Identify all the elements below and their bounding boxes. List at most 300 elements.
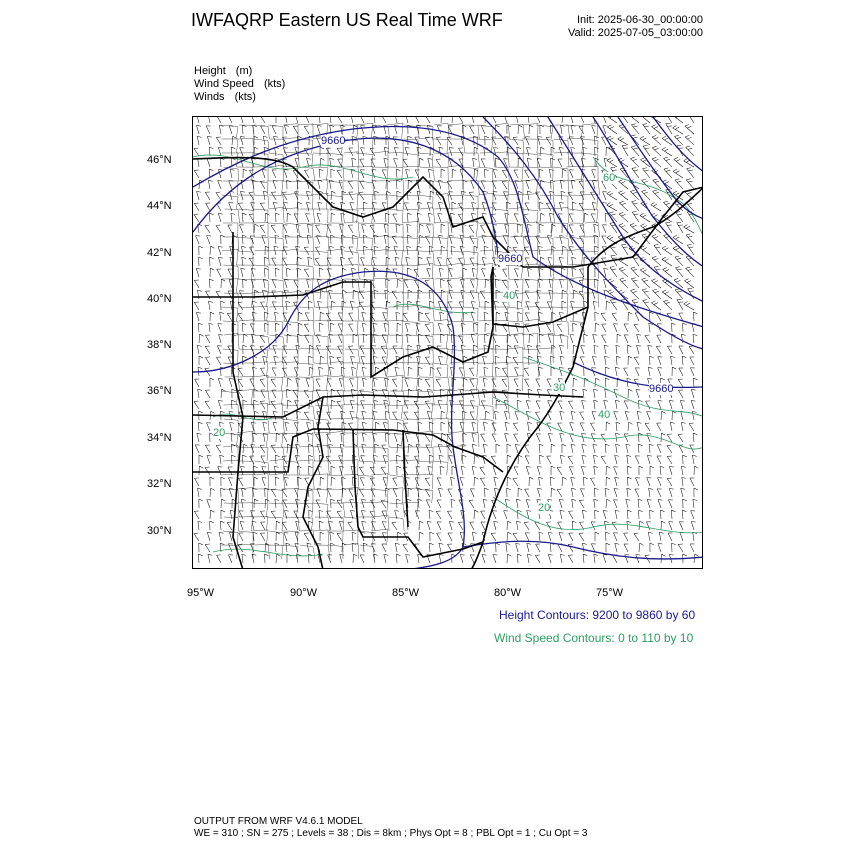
wind-barb	[593, 388, 598, 398]
wind-barb	[672, 367, 676, 376]
wind-barb	[516, 542, 522, 552]
wind-barb	[547, 454, 555, 464]
wind-barb	[452, 117, 457, 123]
wind-barb	[275, 455, 280, 464]
wind-barb	[605, 355, 610, 365]
county-line	[417, 489, 433, 503]
wind-barb	[337, 355, 345, 365]
wind-barb	[573, 290, 578, 299]
wind-barb	[593, 454, 599, 464]
wind-barb	[351, 168, 357, 178]
wind-barb	[678, 377, 686, 387]
county-line	[343, 517, 358, 531]
wind-barb	[218, 465, 225, 475]
wind-barb	[287, 213, 291, 222]
wind-barb	[276, 117, 280, 123]
wind-barb	[572, 521, 577, 530]
wind-barb	[419, 521, 423, 530]
wind-barb	[374, 136, 379, 145]
county-line	[522, 250, 538, 265]
wind-barb	[525, 289, 533, 299]
init-time: Init: 2025-06-30_00:00:00	[576, 14, 703, 26]
wind-barb	[568, 399, 576, 409]
county-line	[418, 447, 433, 461]
wind-barb	[688, 287, 698, 299]
wind-barb	[205, 542, 213, 552]
wind-barb	[194, 531, 202, 541]
wind-barb	[471, 117, 477, 123]
wind-barb	[208, 179, 214, 189]
wind-barb	[496, 367, 500, 376]
wind-barb	[484, 312, 489, 321]
county-line	[522, 333, 538, 349]
wind-barb	[243, 400, 247, 409]
wind-barb	[571, 487, 577, 497]
county-line	[479, 307, 494, 321]
wind-barb	[528, 267, 533, 277]
county-line	[509, 139, 524, 153]
wind-barb	[592, 355, 598, 365]
wind-barb	[691, 388, 697, 398]
county-line	[477, 237, 493, 251]
wind-barb	[320, 158, 325, 167]
county-line	[239, 363, 254, 377]
county-line	[522, 292, 538, 307]
wind-barb	[240, 146, 247, 156]
wind-barb	[451, 476, 456, 486]
wind-barb	[693, 433, 698, 442]
county-line	[313, 209, 328, 223]
wind-barb	[539, 169, 544, 178]
wind-barb	[254, 499, 258, 508]
county-line	[553, 321, 568, 335]
county-line	[480, 153, 495, 167]
wind-barb	[569, 223, 577, 233]
lat-tick-34: 34°N	[147, 432, 172, 444]
county-line	[416, 403, 433, 419]
wind-barb	[370, 465, 378, 475]
wind-barb	[205, 399, 213, 409]
wind-barb	[690, 542, 698, 552]
wind-barb	[662, 146, 674, 156]
wind-barb	[425, 377, 433, 387]
wind-barb	[295, 454, 301, 464]
wind-barb	[305, 333, 313, 343]
wind-barb	[513, 355, 521, 365]
wind-barb	[570, 333, 577, 343]
county-line	[447, 321, 463, 335]
county-line	[237, 488, 253, 503]
wind-barb	[607, 190, 619, 200]
wind-barb	[230, 421, 236, 431]
wind-barb	[363, 136, 368, 145]
county-line	[374, 390, 389, 405]
coastline	[588, 187, 703, 267]
wind-barb	[615, 366, 621, 376]
wind-barb	[375, 191, 379, 200]
wind-barb	[362, 410, 368, 420]
wind-barb	[273, 421, 280, 431]
wind-barb	[238, 366, 246, 376]
county-line	[359, 461, 374, 475]
wind-barb	[298, 312, 303, 321]
wind-barb	[210, 378, 214, 387]
county-line	[343, 391, 358, 405]
county-line	[328, 335, 343, 349]
wind-barb	[406, 256, 412, 266]
wind-barb	[210, 246, 214, 255]
county-line	[270, 362, 285, 377]
county-line	[344, 335, 359, 349]
county-line	[449, 377, 464, 391]
wind-barb	[662, 256, 674, 266]
county-line	[522, 139, 538, 153]
county-line	[267, 517, 283, 531]
wind-barb	[526, 300, 533, 310]
county-line	[553, 195, 568, 209]
wind-barb	[679, 520, 686, 530]
wind-barb	[207, 454, 214, 464]
wind-barb	[483, 355, 489, 365]
wind-barb	[349, 245, 357, 255]
wind-barb	[440, 312, 445, 321]
wind-barb	[492, 117, 500, 123]
wind-barb	[408, 125, 412, 134]
wind-barb	[199, 257, 203, 266]
wind-barb	[262, 476, 269, 486]
wind-barb	[284, 168, 291, 178]
county-line	[314, 363, 329, 377]
wind-barb	[405, 146, 412, 156]
wind-barb	[667, 454, 675, 464]
wind-barb	[526, 498, 533, 508]
wind-barb	[616, 443, 621, 453]
wind-barb	[560, 432, 566, 442]
wind-barb	[687, 117, 697, 123]
wind-barb	[352, 267, 357, 277]
wind-barb	[480, 476, 488, 486]
county-line	[521, 179, 538, 195]
wind-barb	[361, 498, 367, 508]
wind-barb	[425, 333, 433, 343]
wind-barb	[318, 300, 324, 310]
wind-barb	[218, 377, 225, 387]
wind-barb	[273, 135, 279, 145]
lat-tick-40: 40°N	[147, 293, 172, 305]
county-line	[252, 375, 268, 391]
wind-barb	[353, 125, 357, 134]
wind-barb	[275, 499, 280, 508]
wind-barb	[495, 279, 500, 288]
wind-barb	[481, 157, 489, 167]
wind-barb	[242, 323, 247, 332]
county-line	[344, 543, 359, 559]
wind-barb	[557, 322, 565, 332]
wind-barb	[492, 333, 499, 343]
wind-barb	[286, 389, 291, 398]
wind-barb	[516, 520, 521, 530]
wind-barb	[559, 344, 565, 354]
wind-barb	[580, 487, 587, 497]
wind-barb	[460, 245, 467, 255]
wind-barb	[548, 333, 555, 343]
wind-barb	[571, 443, 577, 453]
wind-barb	[254, 290, 259, 299]
wind-barb	[484, 334, 489, 343]
wind-barb	[229, 487, 236, 497]
wind-barb	[670, 421, 676, 431]
county-line	[524, 307, 539, 321]
wind-barb	[548, 553, 555, 563]
wind-barb	[672, 411, 676, 420]
wind-barb	[686, 232, 697, 244]
wind-barb	[580, 117, 588, 123]
wind-barb	[635, 454, 642, 464]
county-line	[225, 209, 240, 223]
wind-barb	[318, 179, 324, 189]
county-line	[251, 503, 268, 517]
wind-barb	[694, 554, 699, 563]
wind-barb	[210, 268, 214, 277]
county-line	[540, 208, 555, 223]
wind-barb	[664, 299, 675, 310]
wind-barb	[439, 267, 445, 277]
wind-barb	[684, 300, 696, 310]
wind-barb	[285, 117, 291, 123]
wind-barb	[507, 444, 511, 453]
wind-barb	[506, 356, 511, 365]
wind-barb	[666, 117, 676, 123]
wind-barb	[242, 125, 247, 134]
wind-barb	[199, 543, 203, 552]
wind-barb	[308, 444, 312, 453]
wind-barb	[419, 224, 423, 233]
wind-barb	[297, 554, 302, 563]
wind-barb	[429, 543, 434, 552]
county-line	[388, 237, 403, 251]
wind-barb	[294, 366, 301, 376]
wind-barb	[331, 466, 335, 475]
wind-barb	[218, 212, 225, 222]
wind-barb	[348, 223, 356, 233]
wind-barb	[242, 455, 247, 464]
speed-label: 40	[598, 409, 611, 421]
wind-barb	[362, 322, 368, 332]
wind-barb	[606, 477, 610, 486]
wind-barb	[496, 290, 500, 299]
wind-barb	[517, 224, 522, 233]
wind-barb	[648, 366, 654, 376]
wind-barb	[616, 422, 621, 431]
wind-barb	[657, 454, 665, 464]
wind-barb	[194, 399, 202, 409]
wind-barb	[251, 443, 258, 453]
county-line	[223, 363, 238, 377]
wind-barb	[675, 177, 686, 189]
wind-barb	[339, 520, 345, 530]
wind-barb	[286, 543, 291, 552]
wind-barb	[540, 125, 544, 134]
wind-barb	[463, 268, 467, 277]
wind-barb	[284, 509, 290, 519]
wind-barb	[295, 157, 302, 167]
wind-barb	[635, 366, 642, 376]
wind-barb	[485, 301, 489, 310]
wind-barb	[667, 344, 675, 354]
wind-barb	[637, 410, 643, 420]
wind-barb	[675, 265, 686, 277]
wind-barb	[624, 322, 632, 332]
county-line	[282, 249, 298, 265]
county-line	[239, 125, 254, 139]
speed-label: 30	[553, 382, 566, 394]
wind-barb	[363, 543, 368, 552]
state-boundary	[403, 430, 408, 527]
wind-barb	[194, 476, 202, 486]
wind-barb	[331, 499, 335, 508]
wind-barb	[691, 520, 698, 530]
county-line	[341, 502, 358, 517]
county-line	[357, 475, 373, 489]
wind-barb	[392, 520, 400, 530]
county-line	[345, 291, 360, 307]
wind-barb	[602, 333, 610, 343]
footer-config: WE = 310 ; SN = 275 ; Levels = 38 ; Dis = 8km ; Phys Opt = 8 ; PBL Opt = 1 ; Cu Opt = 3	[194, 828, 588, 839]
wind-barb	[649, 312, 654, 321]
county-line	[478, 349, 493, 363]
wind-barb	[252, 311, 258, 321]
wind-barb	[264, 554, 269, 563]
wind-barb	[238, 432, 246, 442]
variable-list	[194, 65, 285, 104]
wind-barb	[635, 487, 643, 497]
wind-barb	[517, 400, 522, 409]
wind-barb	[329, 289, 335, 299]
wind-barb	[483, 498, 489, 508]
wind-barb	[594, 554, 599, 563]
wind-barb	[679, 443, 687, 453]
wind-barb	[627, 477, 632, 486]
wind-barb	[337, 168, 345, 178]
wind-barb	[373, 410, 379, 420]
wind-barb	[514, 377, 522, 387]
wind-barb	[484, 367, 489, 376]
wind-barb	[559, 146, 566, 156]
wind-barb	[672, 323, 676, 332]
wind-barb	[362, 366, 368, 376]
wind-barb	[363, 246, 368, 255]
wind-barb	[441, 117, 445, 123]
wind-barb	[619, 178, 631, 189]
wind-barb	[679, 344, 687, 354]
wind-barb	[397, 323, 401, 332]
wind-barb	[210, 257, 214, 266]
wind-barb	[514, 465, 522, 475]
county-line	[388, 139, 403, 153]
wind-barb	[668, 531, 676, 541]
county-line	[508, 347, 523, 363]
wind-barb	[331, 543, 335, 552]
wind-barb	[394, 245, 401, 255]
wind-barb	[582, 399, 588, 409]
wind-barb	[676, 210, 686, 222]
wind-barb	[529, 334, 533, 343]
wind-barb	[472, 201, 478, 211]
county-line	[297, 363, 313, 377]
wind-barb	[603, 124, 610, 134]
wind-barb	[327, 410, 335, 420]
county-line	[371, 474, 388, 489]
wind-barb	[494, 520, 500, 530]
county-line	[536, 223, 553, 237]
wind-barb	[447, 135, 455, 145]
wind-barb	[470, 520, 478, 530]
wind-barb	[561, 124, 566, 134]
wind-barb	[327, 487, 334, 497]
wind-barb	[558, 157, 566, 167]
wind-barb	[404, 421, 412, 431]
wind-barb	[649, 444, 654, 453]
wind-barb	[395, 256, 401, 266]
wind-barb	[677, 144, 687, 156]
wind-barb	[639, 466, 643, 475]
wind-barb	[562, 246, 567, 255]
wind-barb	[405, 476, 412, 486]
county-line	[270, 447, 285, 461]
wind-barb	[221, 499, 225, 508]
wind-barb	[448, 487, 456, 497]
county-line	[269, 207, 284, 223]
wind-barb	[373, 377, 379, 387]
wind-barb	[271, 223, 279, 233]
county-line	[282, 531, 298, 545]
county-line	[315, 419, 330, 433]
wind-barb	[638, 433, 643, 442]
wind-barb	[448, 300, 456, 310]
county-line	[462, 334, 478, 349]
wind-barb	[551, 345, 556, 354]
county-line	[345, 279, 360, 293]
wind-barb	[217, 267, 225, 277]
wind-barb	[624, 333, 631, 343]
wind-barb	[352, 158, 357, 167]
wind-barb	[293, 388, 301, 398]
county-line	[464, 125, 479, 139]
county-line	[254, 237, 269, 251]
wind-barb	[195, 377, 203, 387]
county-line	[403, 279, 418, 293]
wind-barb	[648, 344, 654, 354]
wind-barb	[285, 421, 291, 431]
wind-barb	[382, 333, 389, 343]
county-line	[237, 167, 253, 181]
wind-barb	[606, 532, 610, 541]
wind-barb	[326, 146, 334, 156]
wind-barb	[624, 542, 632, 552]
wind-barb	[690, 443, 698, 453]
wind-barb	[405, 399, 412, 409]
wind-barb	[426, 443, 434, 453]
wind-barb	[198, 422, 203, 431]
wind-barb	[693, 499, 698, 508]
wind-barb	[624, 432, 632, 442]
wind-barb	[351, 355, 357, 365]
wind-barb	[470, 256, 478, 266]
wind-barb	[219, 333, 225, 343]
wind-barb	[309, 367, 314, 376]
wind-barb	[686, 266, 697, 277]
wind-barb	[437, 366, 445, 376]
